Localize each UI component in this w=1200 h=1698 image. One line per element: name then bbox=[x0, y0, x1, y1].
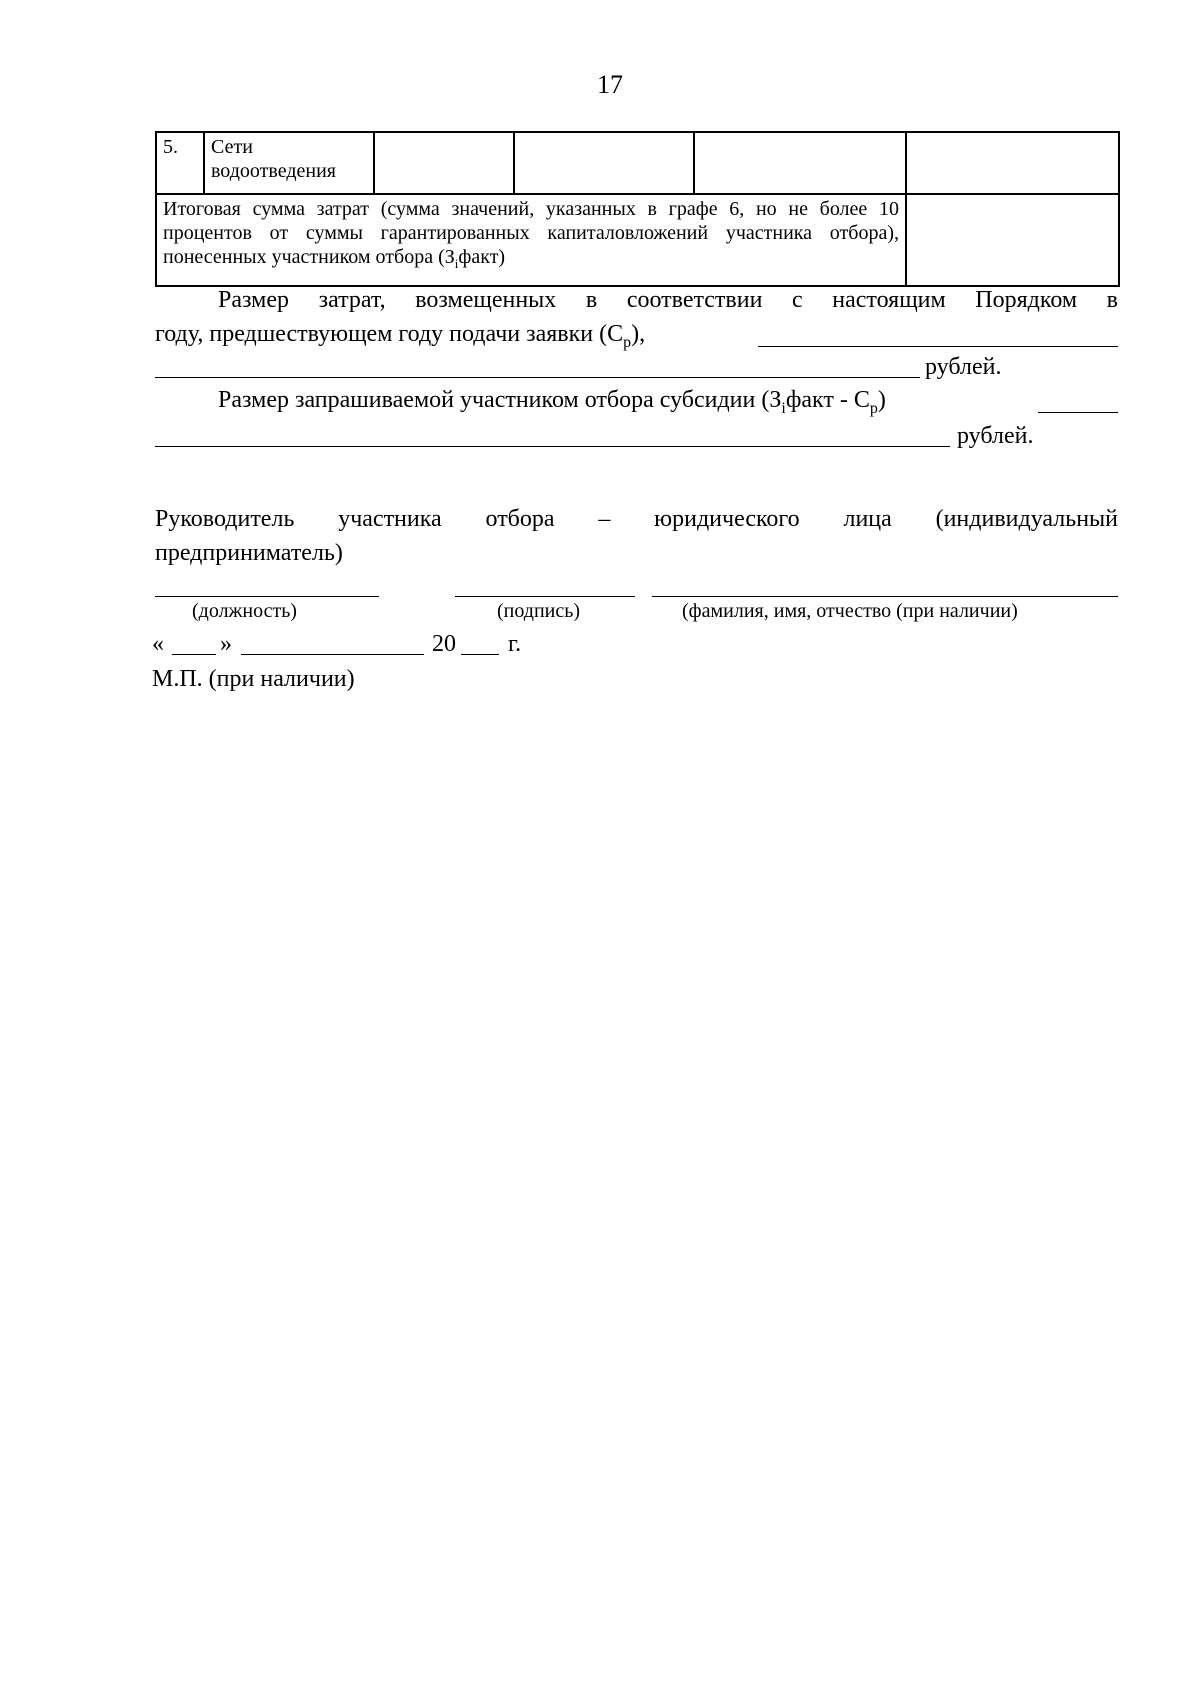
table-row bbox=[156, 132, 1119, 194]
paragraph-2-line-1: Размер запрашиваемой участником отбора субсидии $(З_iфакт - С_p)$ bbox=[218, 387, 886, 417]
name-line bbox=[652, 596, 1118, 597]
total-row bbox=[156, 194, 1119, 286]
paragraph-1-line-1: Размер затрат, возмещенных в соответствии с настоящим Порядком в bbox=[218, 287, 1118, 313]
date-open-quote: « bbox=[152, 631, 164, 657]
signature-line bbox=[455, 596, 635, 597]
empty-cell bbox=[374, 132, 514, 194]
total-label: Итоговая сумма затрат (сумма значений, указанных в графе 6, но не более 10 процентов от суммы гарантированных капиталовложений участника отбора), понесенных участником отбора $(З_iфакт)$ bbox=[156, 194, 906, 286]
blank-line bbox=[155, 377, 920, 378]
head-title-line-2: предприниматель) bbox=[155, 540, 343, 566]
blank-line bbox=[1038, 412, 1118, 413]
empty-cell bbox=[694, 132, 906, 194]
year-suffix: г. bbox=[508, 631, 522, 657]
empty-cell bbox=[514, 132, 694, 194]
rub-unit-2: рублей. bbox=[957, 423, 1034, 449]
head-title-line-1: Руководитель участника отбора – юридического лица (индивидуальный bbox=[155, 506, 1118, 532]
year-prefix: 20 bbox=[432, 631, 456, 657]
date-close-quote: » bbox=[220, 631, 232, 657]
year-line bbox=[461, 654, 499, 655]
stamp-note: М.П. (при наличии) bbox=[152, 666, 355, 692]
row-number: 5. bbox=[156, 132, 204, 194]
rub-unit-1: рублей. bbox=[925, 354, 1002, 380]
paragraph-1-line-2: году, предшествующем году подачи заявки $(С_p)$, bbox=[155, 321, 646, 351]
empty-cell bbox=[906, 132, 1119, 194]
position-caption: (должность) bbox=[192, 600, 297, 622]
cost-table bbox=[155, 131, 1120, 287]
total-value-cell bbox=[906, 194, 1119, 286]
name-caption: (фамилия, имя, отчество (при наличии) bbox=[682, 600, 1018, 622]
day-line bbox=[172, 654, 216, 655]
position-line bbox=[155, 596, 379, 597]
month-line bbox=[241, 654, 424, 655]
row-name-line2: водоотведения bbox=[211, 160, 336, 182]
signature-caption: (подпись) bbox=[497, 600, 581, 622]
blank-line bbox=[758, 346, 1118, 347]
row-name-line1: Сети bbox=[211, 136, 253, 158]
blank-line bbox=[155, 446, 950, 447]
row-name bbox=[204, 132, 374, 194]
page-number: 17 bbox=[597, 70, 623, 99]
